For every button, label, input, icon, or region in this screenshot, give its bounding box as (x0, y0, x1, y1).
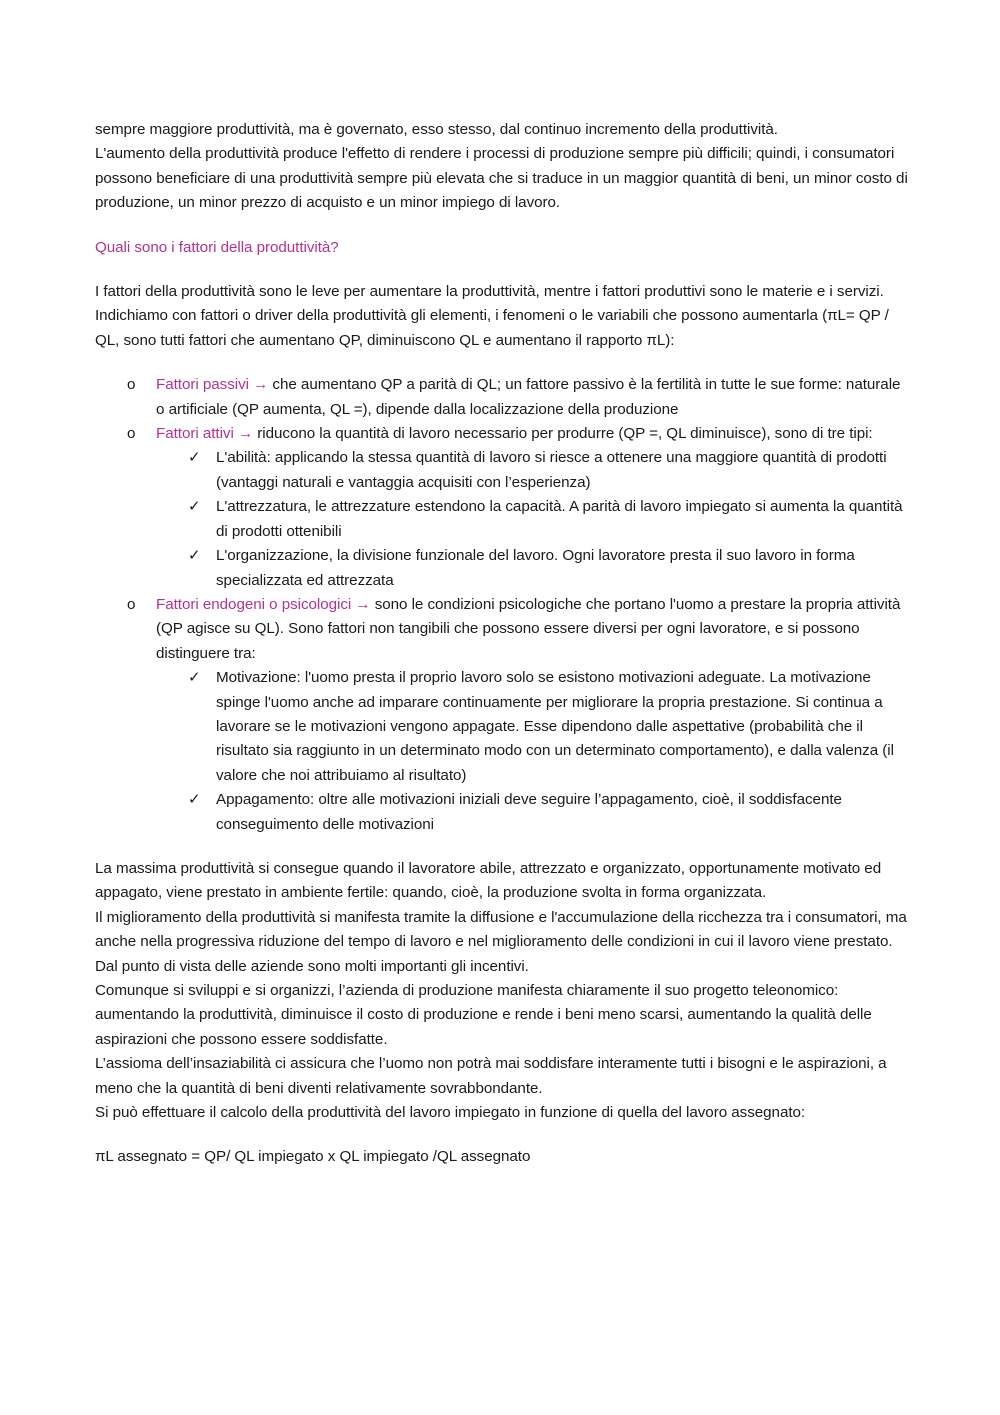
intro-line-1: sempre maggiore produttività, ma è governato, esso stesso, dal continuo incremento della produttività. (95, 121, 778, 138)
checkmark-icon: ✓ (188, 669, 201, 687)
circle-bullet-icon: o (127, 376, 136, 394)
factors-list (95, 373, 910, 837)
circle-bullet-icon: o (127, 425, 136, 443)
subfactor-item (188, 666, 910, 788)
conclusion-paragraph-4: L’assioma dell’insaziabilità ci assicura che l’uomo non potrà mai soddisfare interamente tutti i bisogni e le aspirazioni, a meno che la quantità di beni diventi relativamente sovrabbondante. (95, 1055, 887, 1097)
factor-term: Fattori attivi (156, 425, 234, 443)
factor-item-endogenous (127, 593, 910, 837)
conclusion-paragraph-5: Si può effettuare il calcolo della produttività del lavoro impiegato in funzione di quella del lavoro assegnato: (95, 1104, 806, 1122)
intro-paragraph: L'aumento della produttività produce l'effetto di rendere i processi di produzione sempre più difficili; quindi, i consumatori possono beneficiare di una produttività sempre più elevata che si traduce in un maggior quantità di beni, un minor costo di produzione, un minor prezzo di acquisto e un minor impiego di lavoro. (95, 145, 908, 212)
factor-description: riducono la quantità di lavoro necessario per produrre (QP =, QL diminuisce), sono di tre tipi: (257, 425, 873, 443)
section-paragraph-2: Indichiamo con fattori o driver della produttività gli elementi, i fenomeni o le variabili che possono aumentarla (πL= QP / QL, sono tutti fattori che aumentano QP, diminuiscono QL e aumentano il rapporto πL): (95, 307, 889, 349)
factor-item-passive (127, 373, 910, 422)
subfactor-item (188, 446, 910, 495)
section-paragraph-1: I fattori della produttività sono le leve per aumentare la produttività, mentre i fattori produttivi sono le materie e i servizi. (95, 283, 884, 301)
document-page (95, 118, 910, 1170)
subfactor-text: L'attrezzatura, le attrezzature estendono la capacità. A parità di lavoro impiegato si aumenta la quantità di prodotti ottenibili (216, 498, 903, 540)
arrow-right-icon: → (355, 595, 371, 613)
conclusion-paragraph-1: La massima produttività si consegue quando il lavoratore abile, attrezzato e organizzato, opportunamente motivato ed appagato, viene prestato in ambiente fertile: quando, cioè, la produzione svolta in forma organizzata. (95, 859, 882, 902)
subfactor-item (188, 544, 910, 593)
arrow-right-icon: → (237, 425, 254, 443)
subfactor-text: Appagamento: oltre alle motivazioni iniziali deve seguire l’appagamento, cioè, il soddisfacente conseguimento delle motivazioni (216, 791, 842, 833)
subfactor-list (156, 666, 910, 837)
checkmark-icon: ✓ (188, 791, 201, 809)
subfactor-text: L'organizzazione, la divisione funzionale del lavoro. Ogni lavoratore presta il suo lavoro in forma specializzata ed attrezzata (216, 547, 855, 589)
checkmark-icon: ✓ (188, 449, 201, 467)
section-heading: Quali sono i fattori della produttività? (95, 238, 339, 256)
subfactor-text: Motivazione: l'uomo presta il proprio lavoro solo se esistono motivazioni adeguate. La motivazione spinge l'uomo anche ad imparare continuamente per migliorare la propria prestazione. Si continua a lavorare se le motivazioni vengono appagate. Esse dipendono dalle aspettative (probabilità che il risultato sia raggiunto in un determinato modo con un determinato comportamento), e dalla valenza (il valore che noi attribuiamo al risultato) (216, 669, 894, 784)
subfactor-text: L'abilità: applicando la stessa quantità di lavoro si riesce a ottenere una maggiore quantità di prodotti (vantaggi naturali e vantaggia acquisiti con l’esperienza) (216, 449, 887, 491)
subfactor-item (188, 495, 910, 544)
factor-term: Fattori endogeni o psicologici (156, 595, 352, 613)
factor-item-active (127, 422, 910, 593)
circle-bullet-icon: o (127, 595, 136, 613)
subfactor-list (156, 446, 910, 592)
factor-description: che aumentano QP a parità di QL; un fattore passivo è la fertilità in tutte le sue forme: naturale o artificiale (QP aumenta, QL =), dipende dalla localizzazione della produzione (156, 376, 901, 418)
factor-term: Fattori passivi (156, 376, 249, 394)
checkmark-icon: ✓ (188, 547, 201, 565)
conclusion-paragraph-3: Comunque si sviluppi e si organizzi, l’azienda di produzione manifesta chiaramente il suo progetto teleonomico: aumentando la produttività, diminuisce il costo di produzione e rende i beni meno scarsi, aumentando la qualità delle aspirazioni che possono essere soddisfatte. (95, 982, 872, 1048)
arrow-right-icon: → (253, 376, 269, 394)
factor-description: sono le condizioni psicologiche che portano l'uomo a prestare la propria attività (QP agisce su QL). Sono fattori non tangibili che possono essere diversi per ogni lavoratore, e si possono distinguere tra: (156, 595, 901, 662)
conclusion-paragraph-2: Il miglioramento della produttività si manifesta tramite la diffusione e l'accumulazione della ricchezza tra i consumatori, ma anche nella progressiva riduzione del tempo di lavoro e nel miglioramento delle condizioni in cui il lavoro viene prestato. Dal punto di vista delle aziende sono molti importanti gli incentivi. (95, 908, 907, 975)
productivity-formula: πL assegnato = QP/ QL impiegato x QL impiegato /QL assegnato (95, 1148, 531, 1166)
checkmark-icon: ✓ (188, 498, 201, 516)
subfactor-item (188, 788, 910, 837)
